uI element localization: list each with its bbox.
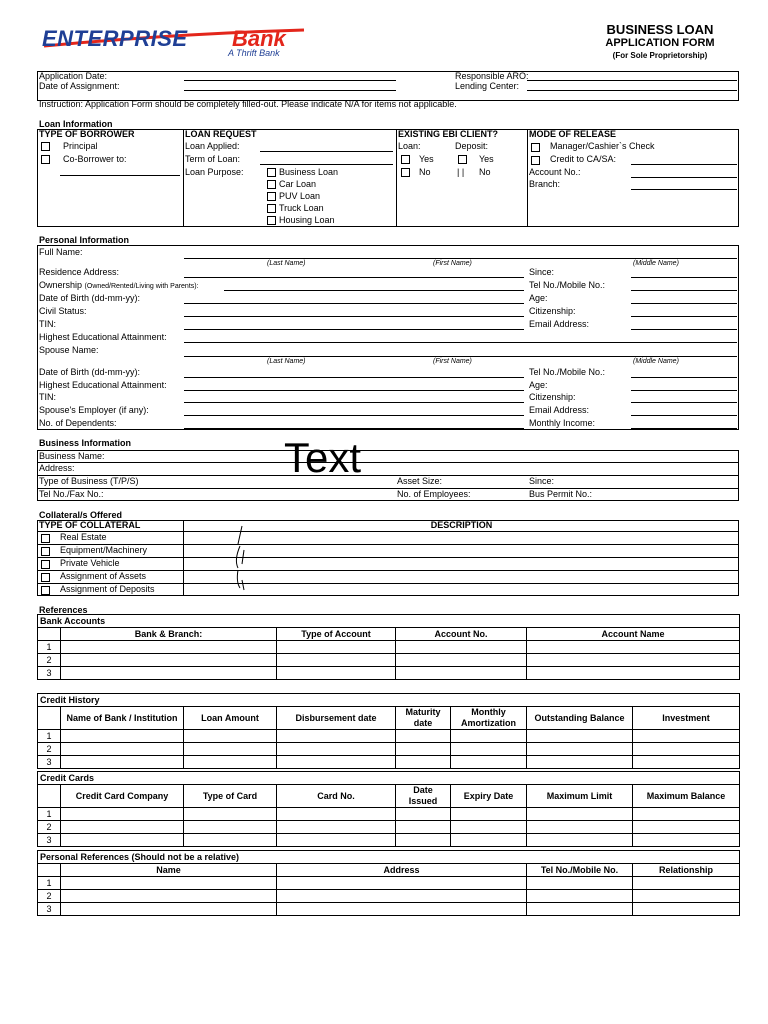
credit-history-header-row [38, 707, 740, 730]
table-cell[interactable] [277, 641, 396, 654]
pr-header-relationship: Relationship [633, 864, 740, 877]
logo-bank: Bank [232, 26, 286, 51]
principal-label: Principal [63, 141, 98, 151]
cc-header-card-no: Card No. [277, 785, 396, 808]
ch-header-maturity: Maturity date [396, 707, 451, 730]
row-number: 2 [38, 890, 61, 903]
ownership-text: Ownership [39, 280, 83, 290]
ebi-deposit-label: Deposit: [455, 141, 489, 151]
pr-header-tel: Tel No./Mobile No. [527, 864, 633, 877]
table-cell[interactable] [277, 808, 396, 821]
mode-of-release-header: MODE OF RELEASE [529, 129, 617, 139]
credit-cards-table [37, 771, 740, 847]
term-of-loan-field[interactable] [260, 164, 393, 165]
table-cell[interactable] [277, 877, 527, 890]
ebi-loan-label: Loan: [398, 141, 421, 151]
assignment-assets-checkbox[interactable] [41, 573, 50, 582]
row-number: 1 [38, 808, 61, 821]
cc-header-company: Credit Card Company [61, 785, 184, 808]
business-info-section-title: Business Information [39, 438, 132, 448]
branch-label: Branch: [529, 179, 561, 189]
ebi-deposit-yes-label: Yes [479, 154, 494, 164]
table-cell[interactable] [396, 654, 527, 667]
table-cell[interactable] [184, 808, 277, 821]
collateral-section-title: Collateral/s Offered [39, 510, 123, 520]
table-cell[interactable] [61, 808, 184, 821]
table-cell[interactable] [396, 821, 451, 834]
credit-history-table [37, 693, 740, 769]
monthly-income-field[interactable] [631, 428, 737, 429]
credit-casa-label: Credit to CA/SA: [550, 154, 617, 164]
age-field[interactable] [631, 303, 737, 304]
email-field[interactable] [631, 329, 737, 330]
ch-header-amount: Loan Amount [184, 707, 277, 730]
ebi-loan-no-checkbox[interactable] [401, 168, 410, 177]
bank-accounts-header-row [38, 628, 740, 641]
table-cell[interactable] [396, 641, 527, 654]
spouse-email-label: Email Address: [529, 405, 590, 415]
subtitle-sole-proprietorship: (For Sole Proprietorship) [612, 51, 708, 60]
table-row [38, 890, 740, 903]
real-estate-checkbox[interactable] [41, 534, 50, 543]
asset-size-label: Asset Size: [397, 476, 443, 486]
ebi-deposit-yes-checkbox[interactable] [458, 155, 467, 164]
row-number: 1 [38, 730, 61, 743]
table-cell[interactable] [277, 667, 396, 680]
full-name-label: Full Name: [39, 247, 83, 257]
assignment-deposits-label: Assignment of Deposits [60, 584, 155, 594]
pr-header-name: Name [61, 864, 277, 877]
table-cell[interactable] [277, 903, 527, 916]
bus-permit-label: Bus Permit No.: [529, 489, 593, 499]
table-cell[interactable] [527, 877, 633, 890]
table-cell[interactable] [61, 756, 184, 769]
civil-status-label: Civil Status: [39, 306, 87, 316]
real-estate-label: Real Estate [60, 532, 107, 542]
personal-refs-title: Personal References (Should not be a relative) [38, 851, 740, 864]
business-name-label: Business Name: [39, 451, 105, 461]
table-row [38, 756, 740, 769]
existing-ebi-header: EXISTING EBI CLIENT? [398, 129, 499, 139]
personal-refs-header-row [38, 864, 740, 877]
table-cell[interactable] [633, 903, 740, 916]
spouse-age-field[interactable] [631, 390, 737, 391]
spouse-email-field[interactable] [631, 415, 737, 416]
purpose-business-label: Business Loan [279, 167, 339, 177]
assignment-assets-label: Assignment of Assets [60, 571, 147, 581]
ownership-field[interactable] [224, 290, 524, 291]
pr-header-address: Address [277, 864, 527, 877]
table-cell[interactable] [633, 730, 740, 743]
credit-cards-header-row [38, 785, 740, 808]
purpose-car-label: Car Loan [279, 179, 317, 189]
table-row [38, 903, 740, 916]
table-cell[interactable] [451, 756, 527, 769]
table-cell[interactable] [527, 834, 633, 847]
purpose-puv-label: PUV Loan [279, 191, 321, 201]
table-cell[interactable] [451, 730, 527, 743]
tin-label: TIN: [39, 319, 56, 329]
table-cell[interactable] [184, 743, 277, 756]
manager-check-checkbox[interactable] [531, 143, 540, 152]
business-tel-label: Tel No./Fax No.: [39, 489, 104, 499]
table-row [38, 641, 740, 654]
bank-header-type: Type of Account [277, 628, 396, 641]
ch-header-investment: Investment [633, 707, 740, 730]
credit-casa-field[interactable] [631, 164, 737, 165]
table-cell[interactable] [277, 756, 396, 769]
row-number: 3 [38, 667, 61, 680]
credit-casa-checkbox[interactable] [531, 156, 540, 165]
row-number: 3 [38, 756, 61, 769]
education-label: Highest Educational Attainment: [39, 332, 167, 342]
logo-tagline: A Thrift Bank [228, 48, 280, 58]
table-cell[interactable] [633, 834, 740, 847]
table-row [38, 743, 740, 756]
collateral-type-header: TYPE OF COLLATERAL [39, 520, 141, 530]
table-cell[interactable] [451, 821, 527, 834]
spouse-employer-label: Spouse's Employer (if any): [39, 405, 149, 415]
row-number: 2 [38, 654, 61, 667]
since-label: Since: [529, 267, 555, 277]
table-row [38, 808, 740, 821]
table-cell[interactable] [184, 821, 277, 834]
ch-header-disbursement: Disbursement date [277, 707, 396, 730]
responsible-aro-field[interactable] [527, 80, 737, 81]
collateral-description-header: DESCRIPTION [430, 520, 493, 530]
purpose-business-checkbox[interactable] [267, 168, 276, 177]
coborrower-label: Co-Borrower to: [63, 154, 127, 164]
table-cell[interactable] [527, 654, 740, 667]
table-cell[interactable] [527, 890, 633, 903]
cc-header-expiry: Expiry Date [451, 785, 527, 808]
ebi-loan-no-label: No [419, 167, 431, 177]
table-cell[interactable] [277, 654, 396, 667]
principal-checkbox[interactable] [41, 142, 50, 151]
cc-header-date-issued: Date Issued [396, 785, 451, 808]
loan-info-section-title: Loan Information [39, 119, 113, 129]
age-label: Age: [529, 293, 548, 303]
loan-applied-label: Loan Applied: [185, 141, 240, 151]
row-number: 3 [38, 834, 61, 847]
manager-check-label: Manager/Cashier`s Check [550, 141, 655, 151]
ebi-loan-yes-checkbox[interactable] [401, 155, 410, 164]
row-number: 3 [38, 903, 61, 916]
employees-label: No. of Employees: [397, 489, 471, 499]
bank-header-account-no: Account No. [396, 628, 527, 641]
business-since-label: Since: [529, 476, 555, 486]
title-business-loan: BUSINESS LOAN [606, 22, 714, 37]
table-cell[interactable] [396, 667, 527, 680]
table-cell[interactable] [61, 667, 277, 680]
table-cell[interactable] [527, 667, 740, 680]
ch-header-bank: Name of Bank / Institution [61, 707, 184, 730]
instruction-text: Instruction: Application Form should be completely filled-out. Please indicate N/A for items not applicable. [39, 99, 457, 109]
table-cell[interactable] [451, 834, 527, 847]
table-cell[interactable] [61, 890, 277, 903]
loan-applied-field[interactable] [260, 151, 393, 152]
spouse-tin-field[interactable] [184, 402, 524, 403]
loan-purpose-label: Loan Purpose: [185, 167, 244, 177]
table-cell[interactable] [277, 834, 396, 847]
table-cell[interactable] [527, 903, 633, 916]
monthly-income-label: Monthly Income: [529, 418, 596, 428]
table-cell[interactable] [527, 808, 633, 821]
middle-name-caption: (Middle Name) [633, 260, 679, 267]
dependents-field[interactable] [184, 428, 524, 429]
table-cell[interactable] [184, 756, 277, 769]
ch-header-outstanding: Outstanding Balance [527, 707, 633, 730]
ebi-deposit-no-label: No [479, 167, 491, 177]
cc-header-type: Type of Card [184, 785, 277, 808]
table-cell[interactable] [277, 890, 527, 903]
type-of-borrower-header: TYPE OF BORROWER [39, 129, 135, 139]
tel-label: Tel No./Mobile No.: [529, 280, 606, 290]
ownership-label [39, 280, 199, 292]
education-field[interactable] [184, 342, 737, 343]
date-of-assignment-field[interactable] [184, 90, 396, 91]
table-cell[interactable] [633, 756, 740, 769]
table-cell[interactable] [633, 890, 740, 903]
ch-header-num [38, 707, 61, 730]
last-name-caption: (Last Name) [267, 260, 306, 267]
account-no-field[interactable] [631, 177, 737, 178]
equipment-label: Equipment/Machinery [60, 545, 148, 555]
purpose-truck-checkbox[interactable] [267, 204, 276, 213]
title-application-form: APPLICATION FORM [605, 37, 715, 49]
table-cell[interactable] [633, 821, 740, 834]
logo-enterprise: ENTERPRISE [42, 26, 188, 51]
table-cell[interactable] [61, 654, 277, 667]
residence-label: Residence Address: [39, 267, 120, 277]
table-cell[interactable] [451, 743, 527, 756]
table-cell[interactable] [61, 903, 277, 916]
handwritten-scribble-icon [230, 524, 250, 594]
tel-field[interactable] [631, 290, 737, 291]
bank-accounts-title: Bank Accounts [38, 615, 740, 628]
credit-cards-title: Credit Cards [38, 772, 740, 785]
table-cell[interactable] [277, 821, 396, 834]
credit-history-title: Credit History [38, 694, 740, 707]
table-cell[interactable] [396, 834, 451, 847]
table-cell[interactable] [277, 730, 396, 743]
ownership-note: (Owned/Rented/Living with Parents): [84, 283, 199, 290]
bank-header-account-name: Account Name [527, 628, 740, 641]
table-cell[interactable] [61, 743, 184, 756]
lending-center-label: Lending Center: [455, 81, 520, 91]
purpose-housing-checkbox[interactable] [267, 216, 276, 225]
table-cell[interactable] [61, 730, 184, 743]
cc-header-max-balance: Maximum Balance [633, 785, 740, 808]
table-cell[interactable] [396, 808, 451, 821]
spouse-first-caption: (First Name) [433, 358, 472, 365]
table-cell[interactable] [184, 730, 277, 743]
row-number: 2 [38, 743, 61, 756]
ch-header-amortization: Monthly Amortization [451, 707, 527, 730]
row-number: 2 [38, 821, 61, 834]
civil-status-field[interactable] [184, 316, 524, 317]
table-cell[interactable] [184, 834, 277, 847]
spouse-dob-label: Date of Birth (dd-mm-yy): [39, 367, 141, 377]
spouse-name-label: Spouse Name: [39, 345, 99, 355]
spouse-last-caption: (Last Name) [267, 358, 306, 365]
table-cell[interactable] [633, 877, 740, 890]
ebi-deposit-no-box[interactable]: | | [457, 167, 465, 177]
dob-field[interactable] [184, 303, 524, 304]
purpose-car-checkbox[interactable] [267, 180, 276, 189]
coborrower-checkbox[interactable] [41, 155, 50, 164]
table-cell[interactable] [527, 641, 740, 654]
loan-request-header: LOAN REQUEST [185, 129, 257, 139]
private-vehicle-checkbox[interactable] [41, 560, 50, 569]
first-name-caption: (First Name) [433, 260, 472, 267]
logo [42, 26, 312, 60]
spouse-education-label: Highest Educational Attainment: [39, 380, 167, 390]
spouse-tel-label: Tel No./Mobile No.: [529, 367, 606, 377]
spouse-education-field[interactable] [184, 390, 524, 391]
branch-field[interactable] [631, 189, 737, 190]
references-section-title: References [39, 605, 88, 615]
spouse-tin-label: TIN: [39, 392, 56, 402]
table-cell[interactable] [396, 756, 451, 769]
tin-field[interactable] [184, 329, 524, 330]
residence-field[interactable] [184, 277, 524, 278]
table-row [38, 821, 740, 834]
date-of-assignment-label: Date of Assignment: [39, 81, 120, 91]
spouse-employer-field[interactable] [184, 415, 524, 416]
table-cell[interactable] [61, 834, 184, 847]
table-cell[interactable] [396, 730, 451, 743]
personal-references-table [37, 850, 740, 916]
email-label: Email Address: [529, 319, 590, 329]
table-row [38, 834, 740, 847]
table-cell[interactable] [451, 808, 527, 821]
table-row [38, 877, 740, 890]
cc-header-max-limit: Maximum Limit [527, 785, 633, 808]
table-row [38, 667, 740, 680]
responsible-aro-label: Responsible ARO: [455, 71, 529, 81]
application-date-label: Application Date: [39, 71, 108, 81]
table-cell[interactable] [527, 756, 633, 769]
spouse-middle-caption: (Middle Name) [633, 358, 679, 365]
assignment-deposits-checkbox[interactable] [41, 586, 50, 595]
equipment-checkbox[interactable] [41, 547, 50, 556]
spouse-age-label: Age: [529, 380, 548, 390]
table-cell[interactable] [527, 743, 633, 756]
business-type-label: Type of Business (T/P/S) [39, 476, 139, 486]
table-cell[interactable] [633, 743, 740, 756]
table-cell[interactable] [277, 743, 396, 756]
term-of-loan-label: Term of Loan: [185, 154, 241, 164]
spouse-dob-field[interactable] [184, 377, 524, 378]
table-cell[interactable] [61, 877, 277, 890]
purpose-puv-checkbox[interactable] [267, 192, 276, 201]
purpose-housing-label: Housing Loan [279, 215, 335, 225]
table-cell[interactable] [633, 808, 740, 821]
cc-header-num [38, 785, 61, 808]
account-no-label: Account No.: [529, 167, 581, 177]
dob-label: Date of Birth (dd-mm-yy): [39, 293, 141, 303]
citizenship-field[interactable] [631, 316, 737, 317]
table-cell[interactable] [527, 730, 633, 743]
bank-accounts-table [37, 614, 740, 680]
application-date-field[interactable] [184, 80, 396, 81]
citizenship-label: Citizenship: [529, 306, 576, 316]
top-info-box [37, 71, 739, 101]
table-cell[interactable] [61, 821, 184, 834]
spouse-tel-field[interactable] [631, 377, 737, 378]
dependents-label: No. of Dependents: [39, 418, 117, 428]
personal-info-section-title: Personal Information [39, 235, 130, 245]
spouse-citizenship-label: Citizenship: [529, 392, 576, 402]
spouse-citizenship-field[interactable] [631, 402, 737, 403]
table-cell[interactable] [61, 641, 277, 654]
coborrower-field[interactable] [60, 175, 180, 176]
ebi-loan-yes-label: Yes [419, 154, 434, 164]
pr-header-num [38, 864, 61, 877]
row-number: 1 [38, 641, 61, 654]
table-row [38, 654, 740, 667]
bank-header-branch: Bank & Branch: [61, 628, 277, 641]
private-vehicle-label: Private Vehicle [60, 558, 120, 568]
lending-center-field[interactable] [527, 90, 737, 91]
purpose-truck-label: Truck Loan [279, 203, 324, 213]
row-number: 1 [38, 877, 61, 890]
text-overlay: Text [284, 434, 362, 481]
table-cell[interactable] [527, 821, 633, 834]
table-row [38, 730, 740, 743]
table-cell[interactable] [396, 743, 451, 756]
since-field[interactable] [631, 277, 737, 278]
bank-header-num [38, 628, 61, 641]
business-address-label: Address: [39, 463, 75, 473]
